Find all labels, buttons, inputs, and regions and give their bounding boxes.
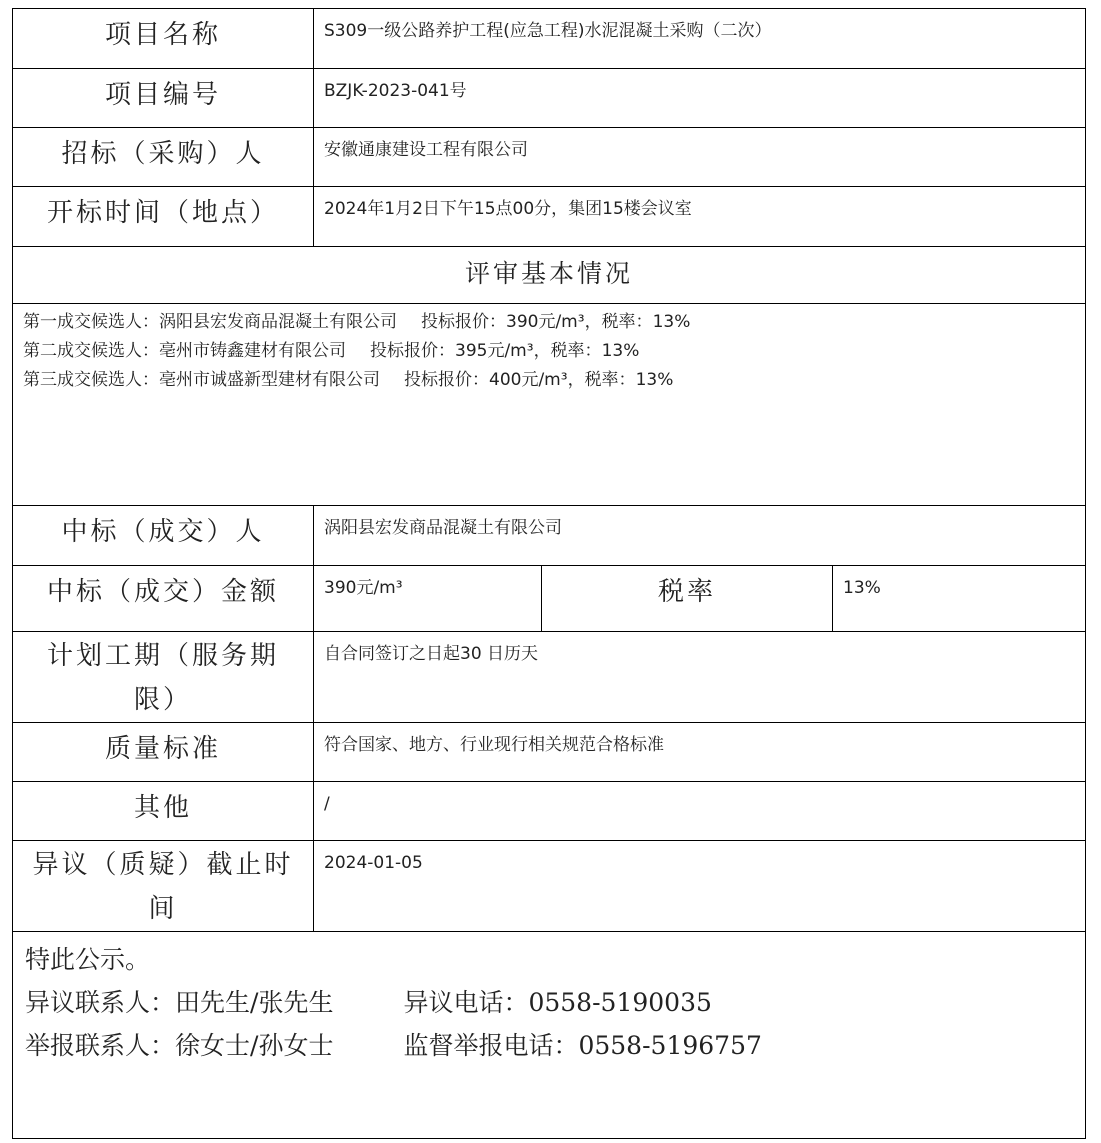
candidate-tax-label: ，税率： bbox=[567, 370, 636, 390]
candidate-line-2 bbox=[23, 337, 1077, 366]
objection-phone: 0558-5190035 bbox=[528, 988, 712, 1017]
project-name-value: S309一级公路养护工程(应急工程)水泥混凝土采购（二次） bbox=[314, 9, 1086, 69]
row-project-number bbox=[13, 69, 1086, 128]
report-contact-label: 举报联系人： bbox=[25, 1031, 176, 1060]
row-notice bbox=[13, 932, 1086, 1139]
other-value: / bbox=[314, 782, 1086, 841]
row-candidates bbox=[13, 304, 1086, 506]
review-heading: 评审基本情况 bbox=[13, 247, 1086, 304]
candidate-price: 390元/m³ bbox=[506, 312, 585, 332]
candidates-cell bbox=[13, 304, 1086, 506]
quality-label: 质量标准 bbox=[13, 723, 314, 782]
candidate-company: 涡阳县宏发商品混凝土有限公司 bbox=[159, 312, 397, 332]
objection-deadline-label: 异议（质疑）截止时间 bbox=[13, 841, 314, 932]
candidate-price-label: 投标报价： bbox=[421, 312, 506, 332]
candidate-tax: 13% bbox=[601, 341, 640, 361]
announcement-table bbox=[12, 8, 1086, 1139]
candidate-price: 395元/m³ bbox=[455, 341, 534, 361]
quality-value: 符合国家、地方、行业现行相关规范合格标准 bbox=[314, 723, 1086, 782]
candidate-rank: 第一成交候选人： bbox=[23, 312, 159, 332]
candidate-company: 亳州市诚盛新型建材有限公司 bbox=[159, 370, 380, 390]
project-name-label: 项目名称 bbox=[13, 9, 314, 69]
row-amount bbox=[13, 566, 1086, 632]
candidate-line-1 bbox=[23, 308, 1077, 337]
objection-contact-label: 异议联系人： bbox=[25, 988, 176, 1017]
row-other bbox=[13, 782, 1086, 841]
row-winner bbox=[13, 506, 1086, 566]
report-phone: 0558-5196757 bbox=[578, 1031, 762, 1060]
candidate-price-label: 投标报价： bbox=[370, 341, 455, 361]
objection-contact: 田先生/张先生 bbox=[175, 988, 334, 1017]
candidate-line-3 bbox=[23, 366, 1077, 395]
period-value: 自合同签订之日起30 日历天 bbox=[314, 632, 1086, 723]
report-phone-label: 监督举报电话： bbox=[403, 1031, 579, 1060]
row-quality bbox=[13, 723, 1086, 782]
project-number-value: BZJK-2023-041号 bbox=[314, 69, 1086, 128]
row-objection-deadline bbox=[13, 841, 1086, 932]
candidate-rank: 第三成交候选人： bbox=[23, 370, 159, 390]
row-purchaser bbox=[13, 128, 1086, 187]
bid-opening-value: 2024年1月2日下午15点00分，集团15楼会议室 bbox=[314, 187, 1086, 247]
candidate-tax-label: ，税率： bbox=[533, 341, 602, 361]
purchaser-label: 招标（采购）人 bbox=[13, 128, 314, 187]
row-review-heading bbox=[13, 247, 1086, 304]
amount-label: 中标（成交）金额 bbox=[13, 566, 314, 632]
report-contact: 徐女士/孙女士 bbox=[175, 1031, 334, 1060]
candidate-price: 400元/m³ bbox=[489, 370, 568, 390]
tax-rate-label: 税率 bbox=[542, 566, 833, 632]
candidate-price-label: 投标报价： bbox=[404, 370, 489, 390]
winner-label: 中标（成交）人 bbox=[13, 506, 314, 566]
row-project-name bbox=[13, 9, 1086, 69]
purchaser-value: 安徽通康建设工程有限公司 bbox=[314, 128, 1086, 187]
objection-deadline-value: 2024-01-05 bbox=[314, 841, 1086, 932]
amount-value: 390元/m³ bbox=[314, 566, 542, 632]
row-period bbox=[13, 632, 1086, 723]
row-bid-opening bbox=[13, 187, 1086, 247]
project-number-label: 项目编号 bbox=[13, 69, 314, 128]
objection-contact-line bbox=[25, 981, 1075, 1024]
objection-phone-label: 异议电话： bbox=[403, 988, 529, 1017]
tax-rate-value: 13% bbox=[833, 566, 1086, 632]
candidate-tax: 13% bbox=[635, 370, 674, 390]
winner-value: 涡阳县宏发商品混凝土有限公司 bbox=[314, 506, 1086, 566]
bid-opening-label: 开标时间（地点） bbox=[13, 187, 314, 247]
notice-intro: 特此公示。 bbox=[25, 945, 151, 974]
candidate-rank: 第二成交候选人： bbox=[23, 341, 159, 361]
candidate-tax: 13% bbox=[652, 312, 691, 332]
candidate-company: 亳州市铸鑫建材有限公司 bbox=[159, 341, 346, 361]
report-contact-line bbox=[25, 1024, 1075, 1067]
period-label: 计划工期（服务期限） bbox=[13, 632, 314, 723]
notice-cell bbox=[13, 932, 1086, 1139]
candidate-tax-label: ，税率： bbox=[584, 312, 653, 332]
other-label: 其他 bbox=[13, 782, 314, 841]
